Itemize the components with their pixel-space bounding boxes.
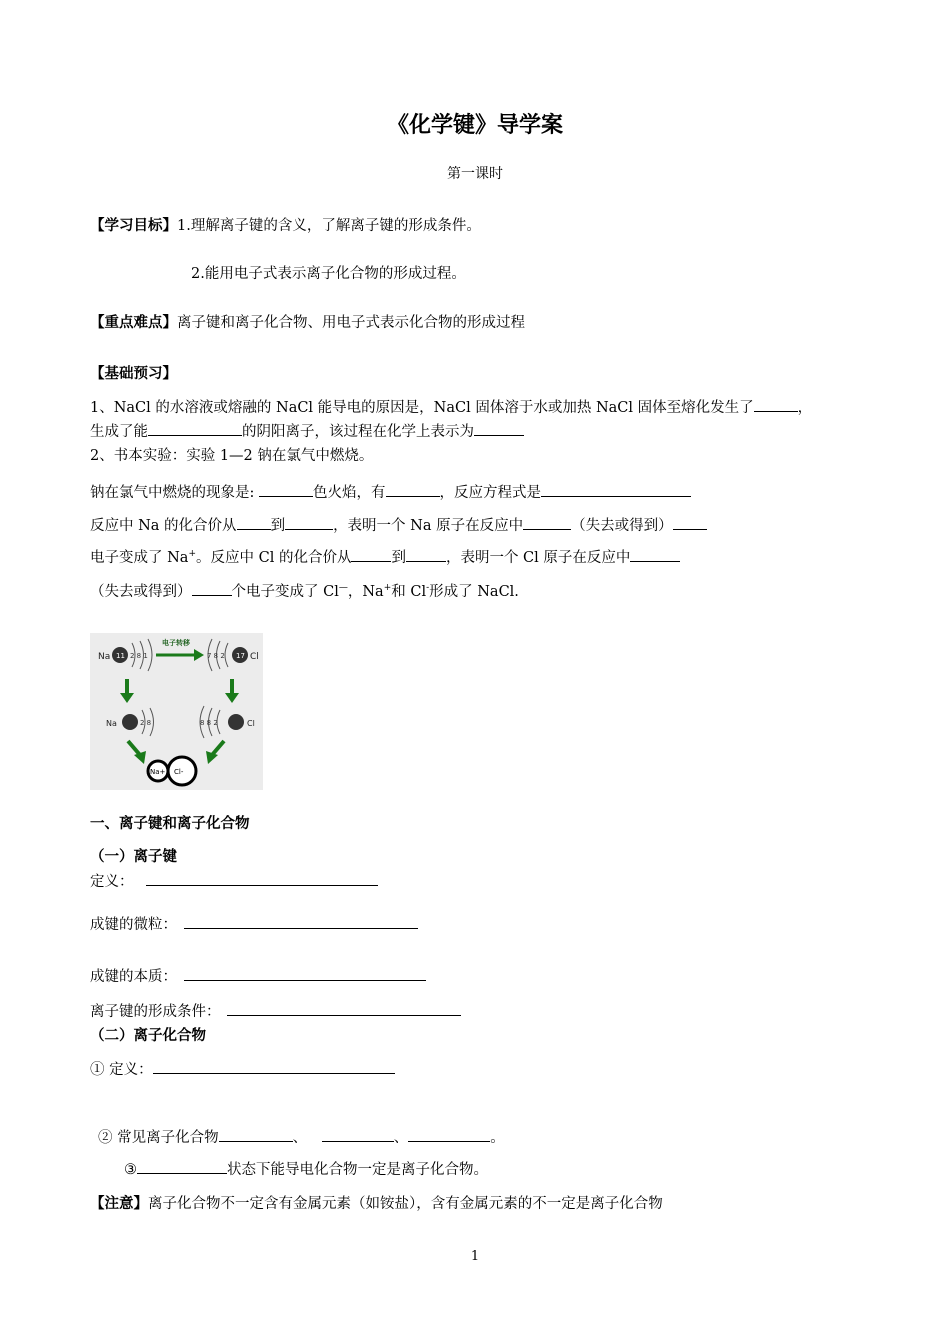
q2-blank-color[interactable] (259, 481, 313, 497)
na-ion-label: Na (106, 719, 117, 728)
cl-minus-sup: — (338, 583, 348, 594)
common-compound-blank-1[interactable] (219, 1126, 293, 1142)
na-core: 11 (116, 652, 125, 660)
objective-item-2: 2.能用电子式表示离子化合物的形成过程。 (191, 266, 466, 282)
preview-q2-line2 (90, 481, 691, 502)
q2-text-4d: ，表明一个 Cl 原子在反应中 (445, 550, 631, 566)
note-line (90, 1192, 663, 1213)
q2-text-3a: 反应中 Na 的化合价从 (90, 518, 237, 534)
q2-text-5d: 和 Cl (391, 584, 427, 600)
q1-text-1: 1、NaCl 的水溶液或熔融的 NaCl 能导电的原因是，NaCl 固体溶于水或加热 NaCl 固体至熔化发生了 (90, 400, 754, 416)
preview-q2-line5 (90, 580, 519, 601)
na-ion-shells: 2 8 (140, 719, 152, 727)
q1-text-2a: 生成了能 (90, 424, 148, 440)
q2-text-2b: 色火焰，有 (313, 485, 386, 501)
q2-blank-smoke[interactable] (386, 481, 440, 497)
q2-text-4a: 电子变成了 Na (90, 550, 189, 566)
q2-blank-na-count[interactable] (673, 514, 707, 530)
cl-minus-sup-2: - (426, 583, 430, 594)
q2-text-2a: 钠在氯气中燃烧的现象是: (90, 485, 255, 501)
q2-text-4b: 。反应中 Cl 的化合价从 (196, 550, 352, 566)
preview-label: 【基础预习】 (90, 366, 177, 382)
conditions-label: 离子键的形成条件： (90, 1004, 221, 1020)
cl-label: Cl (250, 652, 259, 662)
common-end: 。 (490, 1130, 505, 1146)
cl-core: 17 (236, 652, 245, 660)
q2-text-5b: 个电子变成了 Cl (231, 584, 339, 600)
cl-down-arrow-head (225, 693, 239, 703)
preview-q1-line1 (90, 396, 812, 417)
key-points-label: 【重点难点】 (90, 315, 177, 331)
q2-blank-na-lose[interactable] (523, 514, 571, 530)
conduct-state-text: 状态下能导电化合物一定是离子化合物。 (227, 1162, 488, 1178)
cl-shells: 7 8 2 (207, 652, 225, 660)
bond-essence-line (90, 965, 426, 986)
q2-blank-equation[interactable] (541, 481, 691, 497)
bond-conditions-line (90, 1000, 461, 1021)
transfer-label: 电子转移 (162, 639, 190, 647)
na-shell-3 (148, 639, 152, 671)
q1-text-2b: 的阴阳离子，该过程在化学上表示为 (242, 424, 474, 440)
q1-blank-2[interactable] (148, 420, 242, 436)
compound-definition-blank[interactable] (153, 1058, 395, 1074)
compound-definition-label: ① 定义： (90, 1062, 153, 1078)
section-1-sub-1: （一）离子键 (90, 849, 177, 865)
page-number: 1 (470, 1249, 480, 1264)
q2-blank-na-from[interactable] (237, 514, 271, 530)
na-plus-sup-2: + (383, 583, 392, 594)
bond-particles-line (90, 913, 418, 934)
common-compound-blank-2[interactable] (322, 1126, 394, 1142)
cl-ion-nucleus (228, 714, 244, 730)
conduct-state-line (124, 1158, 488, 1179)
cl-ion-shells: 8 8 2 (200, 719, 218, 727)
page-title: 《化学键》导学案 (386, 113, 563, 138)
common-sep-2: 、 (393, 1130, 409, 1146)
conduct-state-blank[interactable] (137, 1158, 227, 1174)
transfer-arrow-head (194, 649, 204, 661)
q2-text-2c: ，反应方程式是 (439, 485, 541, 501)
conditions-blank[interactable] (227, 1000, 461, 1016)
section-1-heading: 一、离子键和离子化合物 (90, 816, 250, 832)
common-compounds-line (98, 1126, 505, 1147)
q2-text-5a: （失去或得到） (90, 584, 192, 600)
q2-text-5c: ，Na (347, 584, 384, 600)
key-points-text: 离子键和离子化合物、用电子式表示化合物的形成过程 (177, 315, 525, 331)
preview-q2-line3 (90, 514, 707, 535)
cl-ion-text: Cl- (174, 768, 184, 776)
q2-text-5e: 形成了 NaCl. (429, 584, 519, 600)
na-down-arrow-head (120, 693, 134, 703)
essence-label: 成键的本质： (90, 969, 177, 985)
objectives-line-1 (90, 214, 481, 235)
cl-shell-3 (225, 643, 228, 667)
na-diag-arrow-shaft (128, 741, 140, 755)
na-label: Na (98, 652, 111, 662)
q2-blank-cl-to[interactable] (406, 546, 446, 562)
q2-blank-cl-gain[interactable] (630, 546, 680, 562)
particles-label: 成键的微粒： (90, 917, 177, 933)
note-label: 【注意】 (90, 1196, 148, 1212)
q2-blank-cl-count[interactable] (192, 580, 232, 596)
compound-definition-line (90, 1058, 395, 1079)
definition-blank[interactable] (146, 870, 378, 886)
q2-text-3c: ，表明一个 Na 原子在反应中 (333, 518, 524, 534)
objectives-label: 【学习目标】 (90, 218, 177, 234)
cl-ion-label: Cl (247, 719, 255, 728)
conduct-number: ③ (124, 1162, 137, 1178)
nacl-formation-diagram (90, 633, 263, 790)
essence-blank[interactable] (184, 965, 426, 981)
na-shells: 2 8 1 (130, 652, 148, 660)
na-plus-sup: + (188, 549, 196, 560)
nacl-diagram-svg (90, 633, 263, 790)
ionic-bond-definition-line (90, 870, 378, 891)
na-ion-nucleus (122, 714, 138, 730)
preview-q2-line1: 2、书本实验：实验 1—2 钠在氯气中燃烧。 (90, 448, 374, 464)
q2-text-4c: 到 (391, 550, 406, 566)
q2-blank-na-to[interactable] (285, 514, 333, 530)
q2-text-3d: （失去或得到） (571, 518, 673, 534)
q2-text-3b: 到 (270, 518, 286, 534)
section-1-sub-2: （二）离子化合物 (90, 1028, 206, 1044)
q1-text-1-end: ， (797, 400, 813, 416)
objective-item-1: 1.理解离子键的含义，了解离子键的形成条件。 (177, 218, 481, 234)
q2-blank-cl-from[interactable] (351, 546, 391, 562)
page-subtitle: 第一课时 (447, 166, 503, 182)
definition-label: 定义： (90, 874, 134, 890)
na-ion-text: Na+ (150, 768, 166, 776)
q1-blank-1[interactable] (754, 396, 798, 412)
key-points-line (90, 311, 525, 332)
particles-blank[interactable] (184, 913, 418, 929)
common-compound-blank-3[interactable] (408, 1126, 490, 1142)
preview-q1-line2 (90, 420, 524, 441)
cl-diag-arrow-shaft (212, 741, 224, 755)
q1-blank-3[interactable] (474, 420, 524, 436)
common-sep-1: 、 (292, 1130, 308, 1146)
common-compounds-label: ② 常见离子化合物 (98, 1130, 219, 1146)
note-text: 离子化合物不一定含有金属元素（如铵盐），含有金属元素的不一定是离子化合物 (148, 1196, 663, 1212)
preview-q2-line4 (90, 546, 680, 567)
